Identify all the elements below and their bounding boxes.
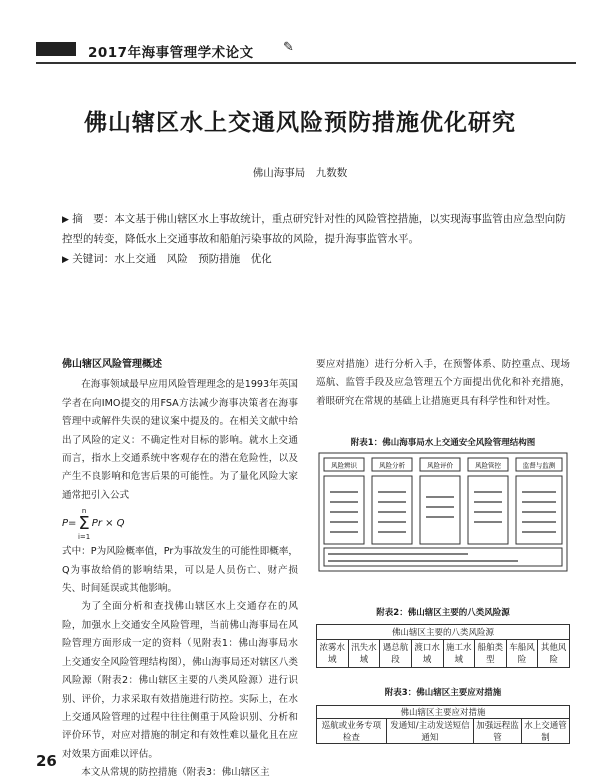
table2-caption: 附表2：佛山辖区主要的八类风险源 — [376, 608, 510, 618]
formula-sum-bottom: i=1 — [77, 533, 91, 542]
table-cell: 船舶类型 — [475, 639, 507, 667]
running-header — [36, 40, 576, 60]
abstract-text: 本文基于佛山辖区水上事故统计，重点研究针对性的风险管控措施，以实现海事监管由应急型向防控型的转变，降低水上交通事故和船舶污染事故的风险，提升海事监管水平。 — [62, 213, 566, 245]
triangle-bullet-icon: ▶ — [62, 255, 69, 265]
table-cell: 水上交通管制 — [522, 719, 570, 744]
abstract — [62, 210, 572, 249]
keywords-label: 关键词： — [72, 253, 115, 265]
sigma-icon: Σ — [78, 513, 90, 535]
diagram-footer — [324, 548, 562, 566]
page-number: 26 — [36, 752, 57, 770]
table-row — [317, 706, 570, 719]
formula-left: P= — [62, 518, 77, 530]
diagram-header-boxes — [324, 458, 562, 471]
table-cell: 车船风险 — [506, 639, 538, 667]
table-cell: 施工水域 — [443, 639, 475, 667]
right-column — [316, 356, 570, 411]
risk-sources-table — [316, 624, 570, 668]
table-row — [317, 625, 570, 640]
right-paragraph: 要应对措施）进行分析入手，在预警体系、防控重点、现场巡航、监管手段及应急管理五个方面提出优化和补充措施，着眼研究在常规的基础上让措施更具有科学性和针对性。 — [316, 359, 570, 407]
triangle-bullet-icon: ▶ — [62, 215, 69, 225]
table-cell: 汛失水域 — [348, 639, 380, 667]
abstract-label: 摘 要： — [72, 213, 115, 225]
diagram-label-1: 风险辨识 — [331, 461, 357, 470]
header-rule — [36, 62, 576, 64]
table-row — [317, 719, 570, 744]
table-cell: 其他风险 — [538, 639, 570, 667]
table2-header: 佛山辖区主要的八类风险源 — [317, 625, 570, 640]
paragraph-3: 本文从常规的防控措施（附表3：佛山辖区主 — [81, 767, 270, 779]
diagram-label-2: 风险分析 — [379, 461, 405, 470]
section-heading: 佛山辖区风险管理概述 — [62, 359, 162, 370]
figure1-caption: 附表1：佛山海事局水上交通安全风险管理结构图 — [350, 438, 536, 448]
diagram-label-3: 风险评价 — [427, 461, 453, 470]
diagram-columns — [324, 476, 562, 544]
formula-sum — [76, 507, 91, 541]
table-cell: 浓雾水域 — [317, 639, 349, 667]
formula-sum-top: n — [81, 507, 87, 516]
risk-formula — [62, 507, 298, 541]
header-bar — [36, 42, 76, 56]
keywords-text: 水上交通 风险 预防措施 优化 — [114, 253, 272, 265]
table-row — [317, 639, 570, 667]
header-title: 2017年海事管理学术论文 — [88, 45, 254, 61]
table3-caption: 附表3：佛山辖区主要应对措施 — [384, 688, 502, 698]
table-cell: 渡口水域 — [411, 639, 443, 667]
diagram-label-4: 风险管控 — [475, 461, 501, 470]
paragraph-1: 在海事领域最早应用风险管理理念的是1993年英国学者在向IMO提交的用FSA方法减少海事决策者在海事管理中或解件失误的建议案中提及的。在相关文献中给出了风险的定义：不确定性对目标的影响。就水上交通而言，指水上交通系统中客观存在的潜在危险性，以及产生不良影响和危害后果的可能性。为了量化风险大家通常把引入公式 — [62, 379, 298, 501]
paper-title: 佛山辖区水上交通风险预防措施优化研究 — [84, 110, 516, 136]
formula-body: Pr × Q — [91, 518, 125, 530]
table-cell: 发通知/主动发送短信通知 — [386, 719, 473, 744]
paragraph-1-cont: 式中：P为风险概率值，Pr为事故发生的可能性即概率，Q为事故给俏的影响结果，可以是人员伤亡、财产损失、时间延误或其他影响。 — [62, 546, 299, 595]
risk-structure-diagram — [318, 452, 568, 572]
keywords — [62, 250, 572, 270]
table-cell: 遇总航段 — [380, 639, 412, 667]
paper-authors: 佛山海事局 九数数 — [252, 167, 348, 179]
paragraph-2: 为了全面分析和查找佛山辖区水上交通存在的风险，加强水上交通安全风险管理，当前佛山海事局在风险管理方面形成一定的资料（见附表1：佛山海事局水上交通安全风险管理结构图），佛山海事局还对辖区八类风险源（附表2：佛山辖区主要的八类风险源）进行识别、评价，力求采取有效措施进行防控。实际上，在水上交通风险管理的过程中往往侧重于风险识别、分析和评价环节，对应对措施的制定和有效性难以量化且在应对效果方面难以评估。 — [62, 601, 298, 760]
left-column — [62, 356, 298, 783]
table-cell: 加强远程监管 — [474, 719, 522, 744]
pen-icon: ✎ — [283, 40, 294, 55]
table-cell: 巡航或业务专项检查 — [317, 719, 387, 744]
diagram-label-5: 监督与监测 — [522, 461, 556, 470]
table3-header: 佛山辖区主要应对措施 — [317, 706, 570, 719]
measures-table — [316, 705, 570, 744]
